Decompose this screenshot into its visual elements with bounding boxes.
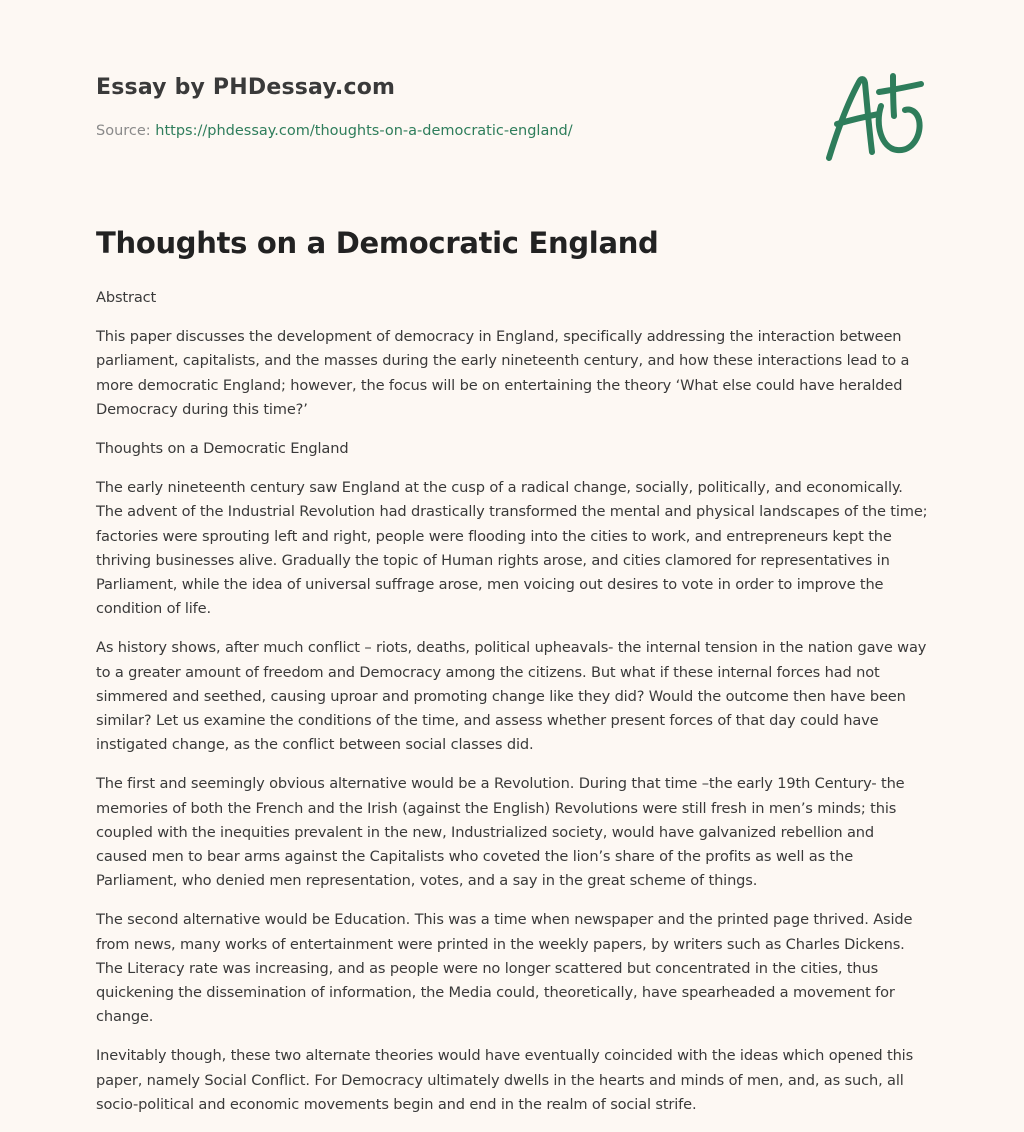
source-label: Source: <box>96 123 156 139</box>
essay-body <box>96 286 928 1132</box>
paragraph: As history shows, after much conflict – riots, deaths, political upheavals- the internal tension in the nation gave way to a greater amount of freedom and Democracy among the citizens. But what if these internal forces had not simmered and seethed, causing uproar and promoting change like they did? Would the outcome then have been similar? Let us examine the conditions of the time, and assess whether present forces of that day could have instigated change, as the conflict between social classes did. <box>96 639 927 754</box>
paragraph-section-heading: Thoughts on a Democratic England <box>96 440 349 458</box>
paragraph: This paper discusses the development of democracy in England, specifically addressing the interaction between parliament, capitalists, and the masses during the early nineteenth century, and how these interactions lead to a more democratic England; however, the focus will be on entertaining the theory ‘What else could have heralded Democracy during this time?’ <box>96 328 910 418</box>
source-link[interactable]: https://phdessay.com/thoughts-on-a-democratic-england/ <box>155 123 573 139</box>
paragraph: Inevitably though, these two alternate theories would have eventually coincided with the ideas which opened this paper, namely Social Conflict. For Democracy ultimately dwells in the hearts and minds of men, and, as such, all socio-political and economic movements begin and end in the realm of social strife. <box>96 1047 914 1113</box>
paragraph: The second alternative would be Education. This was a time when newspaper and the printed page thrived. Aside from news, many works of entertainment were printed in the weekly papers, by writers such as Charles Dickens. The Literacy rate was increasing, and as people were no longer scattered but concentrated in the cities, thus quickening the dissemination of information, the Media could, theoretically, have spearheaded a movement for change. <box>96 911 913 1026</box>
paragraph-abstract-heading: Abstract <box>96 289 157 306</box>
paragraph: The first and seemingly obvious alternative would be a Revolution. During that time –the early 19th Century- the memories of both the French and the Irish (against the English) Revolutions were still fresh in men’s minds; this coupled with the inequities prevalent in the new, Industrialized society, would have galvanized rebellion and caused men to bear arms against the Capitalists who coveted the lion’s share of the profits as well as the Parliament, who denied men representation, votes, and a say in the great scheme of things. <box>96 775 905 890</box>
essay-title: Thoughts on a Democratic England <box>96 226 659 260</box>
brand-title: Essay by PHDessay.com <box>96 75 396 100</box>
a-plus-logo-icon <box>823 70 927 165</box>
paragraph: The early nineteenth century saw England at the cusp of a radical change, socially, politically, and economically. The advent of the Industrial Revolution had drastically transformed the mental and physical landscapes of the time; factories were sprouting left and right, people were flooding into the cities to work, and entrepreneurs kept the thriving businesses alive. Gradually the topic of Human rights arose, and cities clamored for representatives in Parliament, while the idea of universal suffrage arose, men voicing out desires to vote in order to improve the condition of life. <box>96 479 928 618</box>
source-line <box>96 123 573 139</box>
